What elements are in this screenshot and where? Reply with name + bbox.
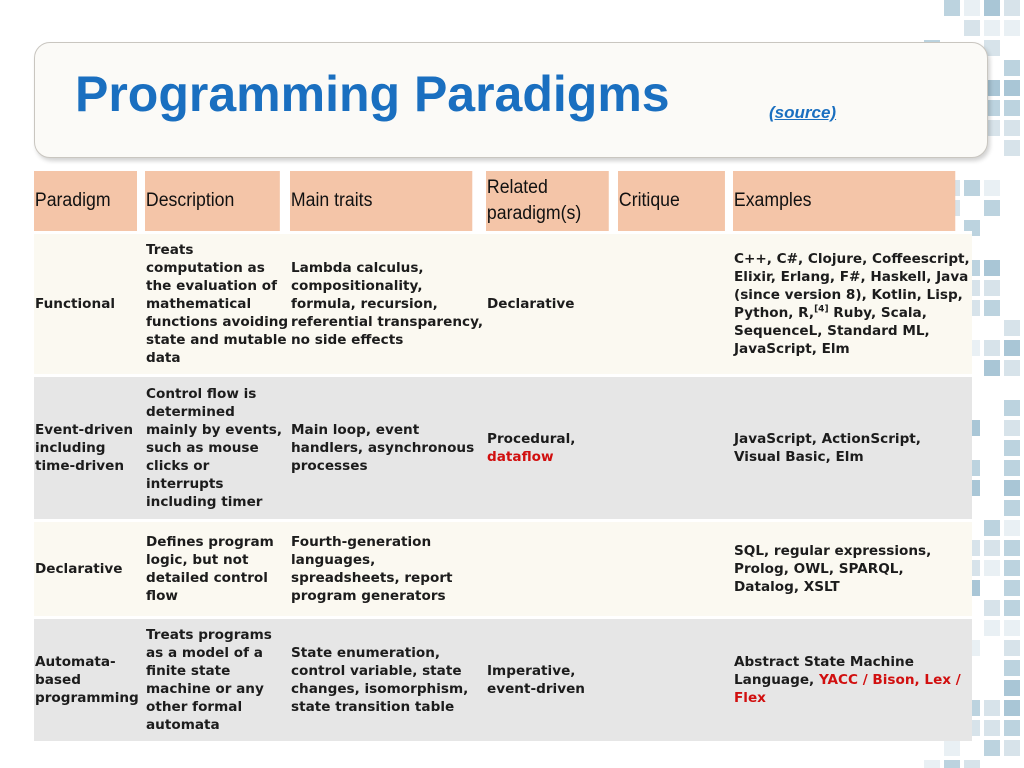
table-row xyxy=(34,521,972,618)
related-header-line1: Related xyxy=(486,177,548,198)
mosaic-tile xyxy=(984,280,1000,296)
mosaic-tile xyxy=(984,720,1000,736)
mosaic-tile xyxy=(1004,60,1020,76)
mosaic-tile xyxy=(1004,640,1020,656)
mosaic-tile xyxy=(984,180,1000,196)
mosaic-tile xyxy=(1004,120,1020,136)
cell-examples: JavaScript, ActionScript, Visual Basic, Elm xyxy=(733,376,972,521)
mosaic-tile xyxy=(944,0,960,16)
mosaic-tile xyxy=(964,0,980,16)
column-header-related-paradigms xyxy=(486,171,609,233)
mosaic-tile xyxy=(984,700,1000,716)
mosaic-tile xyxy=(984,620,1000,636)
dataflow-link[interactable]: dataflow xyxy=(487,449,554,465)
mosaic-tile xyxy=(944,760,960,768)
mosaic-tile xyxy=(984,200,1000,216)
mosaic-tile xyxy=(984,20,1000,36)
mosaic-tile xyxy=(924,760,940,768)
page-title: Programming Paradigms xyxy=(75,66,670,122)
mosaic-tile xyxy=(1004,580,1020,596)
mosaic-tile xyxy=(944,740,960,756)
table-row xyxy=(34,376,972,521)
cell-paradigm: Declarative xyxy=(34,521,145,618)
cell-paradigm: Functional xyxy=(34,233,145,376)
mosaic-tile xyxy=(984,0,1000,16)
mosaic-tile xyxy=(984,740,1000,756)
cell-description: Defines program logic, but not detailed control flow xyxy=(145,521,290,618)
mosaic-tile xyxy=(984,520,1000,536)
cell-traits: State enumeration, control variable, state changes, isomorphism, state transition table xyxy=(290,618,486,742)
cell-related: Declarative xyxy=(486,233,618,376)
mosaic-tile xyxy=(964,760,980,768)
mosaic-tile xyxy=(1004,680,1020,696)
yacc-lex-link[interactable]: YACC / Bison, Lex / Flex xyxy=(734,672,961,706)
mosaic-tile xyxy=(984,360,1000,376)
column-header-examples: Examples xyxy=(733,171,955,233)
mosaic-tile xyxy=(1004,0,1020,16)
cell-description: Treats programs as a model of a finite state machine or any other formal automata xyxy=(145,618,290,742)
table-row xyxy=(34,618,972,742)
mosaic-tile xyxy=(1004,480,1020,496)
cell-examples: C++, C#, Clojure, Coffeescript, Elixir, Erlang, F#, Haskell, Java (since version 8), Kotlin, Lisp, Python, R,[4] Ruby, Scala, SequenceL, Standard ML, JavaScript, Elm xyxy=(733,233,972,376)
mosaic-tile xyxy=(1004,440,1020,456)
mosaic-tile xyxy=(1004,320,1020,336)
paradigms-table xyxy=(34,170,972,741)
related-header-line2: paradigm(s) xyxy=(486,203,582,224)
mosaic-tile xyxy=(984,300,1000,316)
mosaic-tile xyxy=(1004,540,1020,556)
mosaic-tile xyxy=(1004,80,1020,96)
cell-description: Control flow is determined mainly by events, such as mouse clicks or interrupts including timer xyxy=(145,376,290,521)
mosaic-tile xyxy=(1004,740,1020,756)
cell-paradigm: Automata-based programming xyxy=(34,618,145,742)
cell-related xyxy=(486,521,618,618)
mosaic-tile xyxy=(984,600,1000,616)
cell-description: Treats computation as the evaluation of mathematical functions avoiding state and mutable data xyxy=(145,233,290,376)
mosaic-tile xyxy=(984,540,1000,556)
cell-critique xyxy=(618,521,733,618)
table-row xyxy=(34,233,972,376)
mosaic-tile xyxy=(1004,660,1020,676)
cell-critique xyxy=(618,233,733,376)
mosaic-tile xyxy=(984,260,1000,276)
mosaic-tile xyxy=(1004,520,1020,536)
source-link[interactable]: (source) xyxy=(769,103,837,122)
mosaic-tile xyxy=(1004,100,1020,116)
mosaic-tile xyxy=(1004,560,1020,576)
cell-examples: SQL, regular expressions, Prolog, OWL, SPARQL, Datalog, XSLT xyxy=(733,521,972,618)
mosaic-tile xyxy=(984,560,1000,576)
column-header-main-traits: Main traits xyxy=(290,171,472,233)
mosaic-tile xyxy=(1004,400,1020,416)
column-header-description: Description xyxy=(145,171,280,233)
table-header-row xyxy=(34,171,972,233)
mosaic-tile xyxy=(1004,500,1020,516)
mosaic-tile xyxy=(964,20,980,36)
mosaic-tile xyxy=(1004,340,1020,356)
column-header-critique: Critique xyxy=(618,171,725,233)
mosaic-tile xyxy=(1004,600,1020,616)
cell-traits: Fourth-generation languages, spreadsheets, report program generators xyxy=(290,521,486,618)
title-banner xyxy=(34,42,988,158)
mosaic-tile xyxy=(1004,460,1020,476)
cell-traits: Main loop, event handlers, asynchronous processes xyxy=(290,376,486,521)
mosaic-tile xyxy=(984,340,1000,356)
mosaic-tile xyxy=(1004,620,1020,636)
cell-related: Procedural, dataflow xyxy=(486,376,618,521)
column-header-paradigm: Paradigm xyxy=(34,171,137,233)
cell-paradigm: Event-driven including time-driven xyxy=(34,376,145,521)
cell-critique xyxy=(618,618,733,742)
citation-link[interactable]: [4] xyxy=(814,304,829,315)
cell-related: Imperative, event-driven xyxy=(486,618,618,742)
mosaic-tile xyxy=(1004,420,1020,436)
cell-traits: Lambda calculus, compositionality, formula, recursion, referential transparency, no side effects xyxy=(290,233,486,376)
mosaic-tile xyxy=(1004,140,1020,156)
mosaic-tile xyxy=(1004,20,1020,36)
cell-examples: Abstract State Machine Language, YACC / Bison, Lex / Flex xyxy=(733,618,972,742)
cell-critique xyxy=(618,376,733,521)
mosaic-tile xyxy=(1004,700,1020,716)
mosaic-tile xyxy=(1004,720,1020,736)
mosaic-tile xyxy=(1004,360,1020,376)
